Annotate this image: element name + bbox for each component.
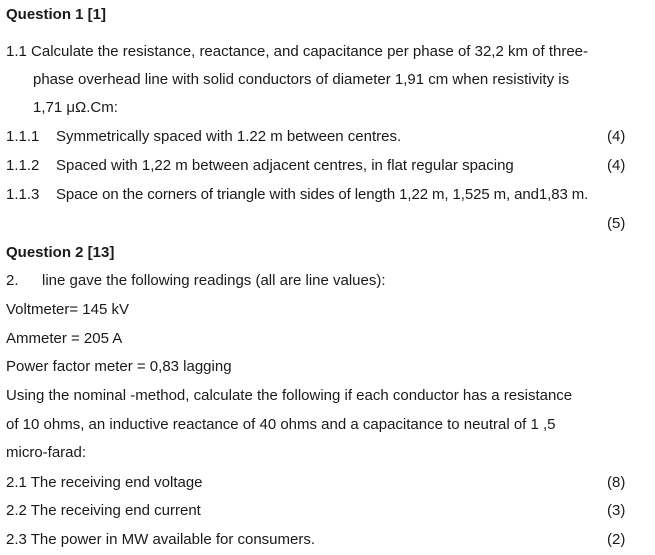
sub-item-text: Space on the corners of triangle with sides of length 1,22 m, 1,525 m, and1,83 m. bbox=[56, 186, 589, 203]
question-2-intro: line gave the following readings (all are line values): bbox=[42, 272, 386, 289]
sub-item-mark: (3) bbox=[607, 502, 626, 519]
method-line-2: of 10 ohms, an inductive reactance of 40 ohms and a capacitance to neutral of 1 ,5 bbox=[6, 416, 556, 433]
question-2-heading: Question 2 [13] bbox=[6, 244, 115, 261]
question-2-number: 2. bbox=[6, 272, 19, 289]
sub-item-text: Symmetrically spaced with 1.22 m between centres. bbox=[56, 128, 402, 145]
ammeter-reading: Ammeter = 205 A bbox=[6, 330, 123, 347]
question-1-1-intro-line-1: 1.1 Calculate the resistance, reactance, and capacitance per phase of 32,2 km of three- bbox=[6, 43, 589, 60]
sub-item-text: Spaced with 1,22 m between adjacent centres, in flat regular spacing bbox=[56, 157, 514, 174]
sub-item-mark: (4) bbox=[607, 157, 626, 174]
voltmeter-reading: Voltmeter= 145 kV bbox=[6, 301, 129, 318]
method-line-1: Using the nominal -method, calculate the following if each conductor has a resistance bbox=[6, 387, 573, 404]
sub-item-mark: (8) bbox=[607, 474, 626, 491]
sub-item-number: 1.1.3 bbox=[6, 186, 40, 203]
sub-item-mark: (2) bbox=[607, 531, 626, 548]
sub-item-mark: (4) bbox=[607, 128, 626, 145]
sub-item-mark: (5) bbox=[607, 215, 626, 232]
question-1-heading: Question 1 [1] bbox=[6, 6, 107, 23]
sub-item-text: 2.1 The receiving end voltage bbox=[6, 474, 203, 491]
sub-item-number: 1.1.1 bbox=[6, 128, 40, 145]
sub-item-text: 2.2 The receiving end current bbox=[6, 502, 201, 519]
method-line-3: micro-farad: bbox=[6, 444, 87, 461]
sub-item-number: 1.1.2 bbox=[6, 157, 40, 174]
sub-item-text: 2.3 The power in MW available for consumers. bbox=[6, 531, 316, 548]
question-1-1-intro-line-3: 1,71 μΩ.Cm: bbox=[33, 99, 118, 116]
question-1-1-intro-line-2: phase overhead line with solid conductors of diameter 1,91 cm when resistivity is bbox=[33, 71, 570, 88]
power-factor-reading: Power factor meter = 0,83 lagging bbox=[6, 358, 232, 375]
